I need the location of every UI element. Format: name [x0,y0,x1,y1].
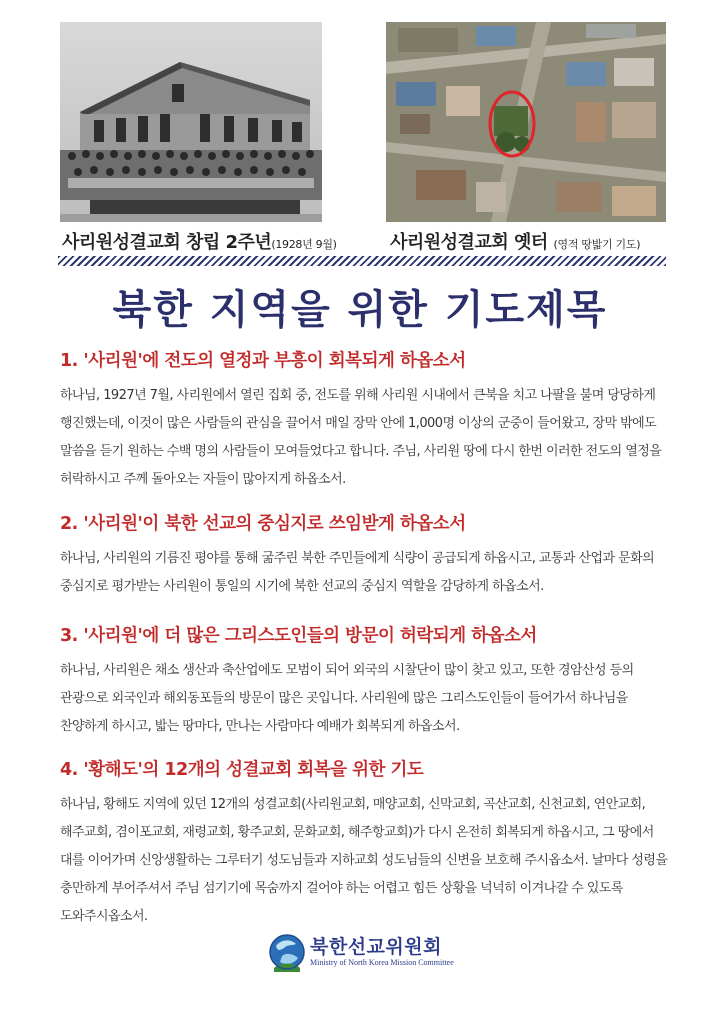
right-caption-note: (영적 땅밟기 기도) [553,238,641,251]
organization-logo [268,930,468,980]
church-founding-photo [60,22,322,222]
prayer-item-2 [60,510,672,601]
prayer-item-body: 하나님, 사리원은 채소 생산과 축산업에도 모범이 되어 외국의 시찰단이 많이 찾고 있고, 또한 경암산성 등의 관광으로 외국인과 해외동포들의 방문이 많은 곳입니다. 사리원에 많은 그리스도인들이 들어가서 하나님을 찬양하게 하시고, 밟는 땅마다, 만나는 사람마다 예배가 회복되게 하옵소서. [60,663,634,734]
prayer-item-body: 하나님, 황해도 지역에 있던 12개의 성결교회(사리원교회, 매양교회, 신막교회, 곡산교회, 신천교회, 연안교회, 해주교회, 겸이포교회, 재령교회, 황주교회, 문화교회, 해주항교회)가 다시 온전히 회복되게 하옵시고, 그 땅에서 대를 이어가며 신앙생활하는 그루터기 성도님들과 지하교회 성도님들의 신변을 보호해 주시옵소서. 날마다 성령을 충만하게 부어주셔서 주님 섬기기에 목숨까지 걸어야 하는 어렵고 힘든 상황을 넉넉히 이겨나갈 수 있도록 도와주시옵소서. [60,797,668,924]
prayer-item-heading: 3. '사리원'에 더 많은 그리스도인들의 방문이 허락되게 하옵소서 [60,626,537,646]
prayer-item-4 [60,756,672,931]
prayer-item-body: 하나님, 1927년 7월, 사리원에서 열린 집회 중, 전도를 위해 사리원 시내에서 큰북을 치고 나팔을 불며 당당하게 행진했는데, 이것이 많은 사람들의 관심을 끌어서 매일 장막 안에 1,000명 이상의 군중이 들어왔고, 장막 밖에도 말씀을 듣기 원하는 수백 명의 사람들이 모여들었다고 합니다. 주님, 사리원 땅에 다시 한번 이러한 전도의 열정을 허락하시고 주께 돌아오는 자들이 많아지게 하옵소서. [60,388,662,487]
org-name: 북한선교위원회 [310,936,442,958]
prayer-item-heading: 2. '사리원'이 북한 선교의 중심지로 쓰임받게 하옵소서 [60,514,466,534]
left-caption-text: 사리원성결교회 창립 2주년 [62,232,272,253]
right-photo-caption [390,228,640,254]
org-name-english: Ministry of North Korea Mission Committee [310,958,454,967]
prayer-item-1 [60,347,672,494]
left-caption-note: (1928년 9월) [271,238,337,251]
striped-divider [58,256,666,266]
prayer-item-body: 하나님, 사리원의 기름진 평야를 통해 굶주린 북한 주민들에게 식량이 공급되게 하옵시고, 교통과 산업과 문화의 중심지로 평가받는 사리원이 통일의 시기에 북한 선교의 중심지 역할을 감당하게 하옵소서. [60,551,655,594]
globe-emblem-icon [268,932,306,974]
church-site-aerial-photo [386,22,666,222]
page-title: 북한 지역을 위한 기도제목 [112,287,608,333]
prayer-item-3 [60,622,672,741]
left-photo-caption [62,228,337,254]
prayer-item-heading: 1. '사리원'에 전도의 열정과 부흥이 회복되게 하옵소서 [60,351,466,371]
prayer-item-heading: 4. '황해도'의 12개의 성결교회 회복을 위한 기도 [60,760,424,780]
right-caption-text: 사리원성결교회 옛터 [390,232,548,253]
